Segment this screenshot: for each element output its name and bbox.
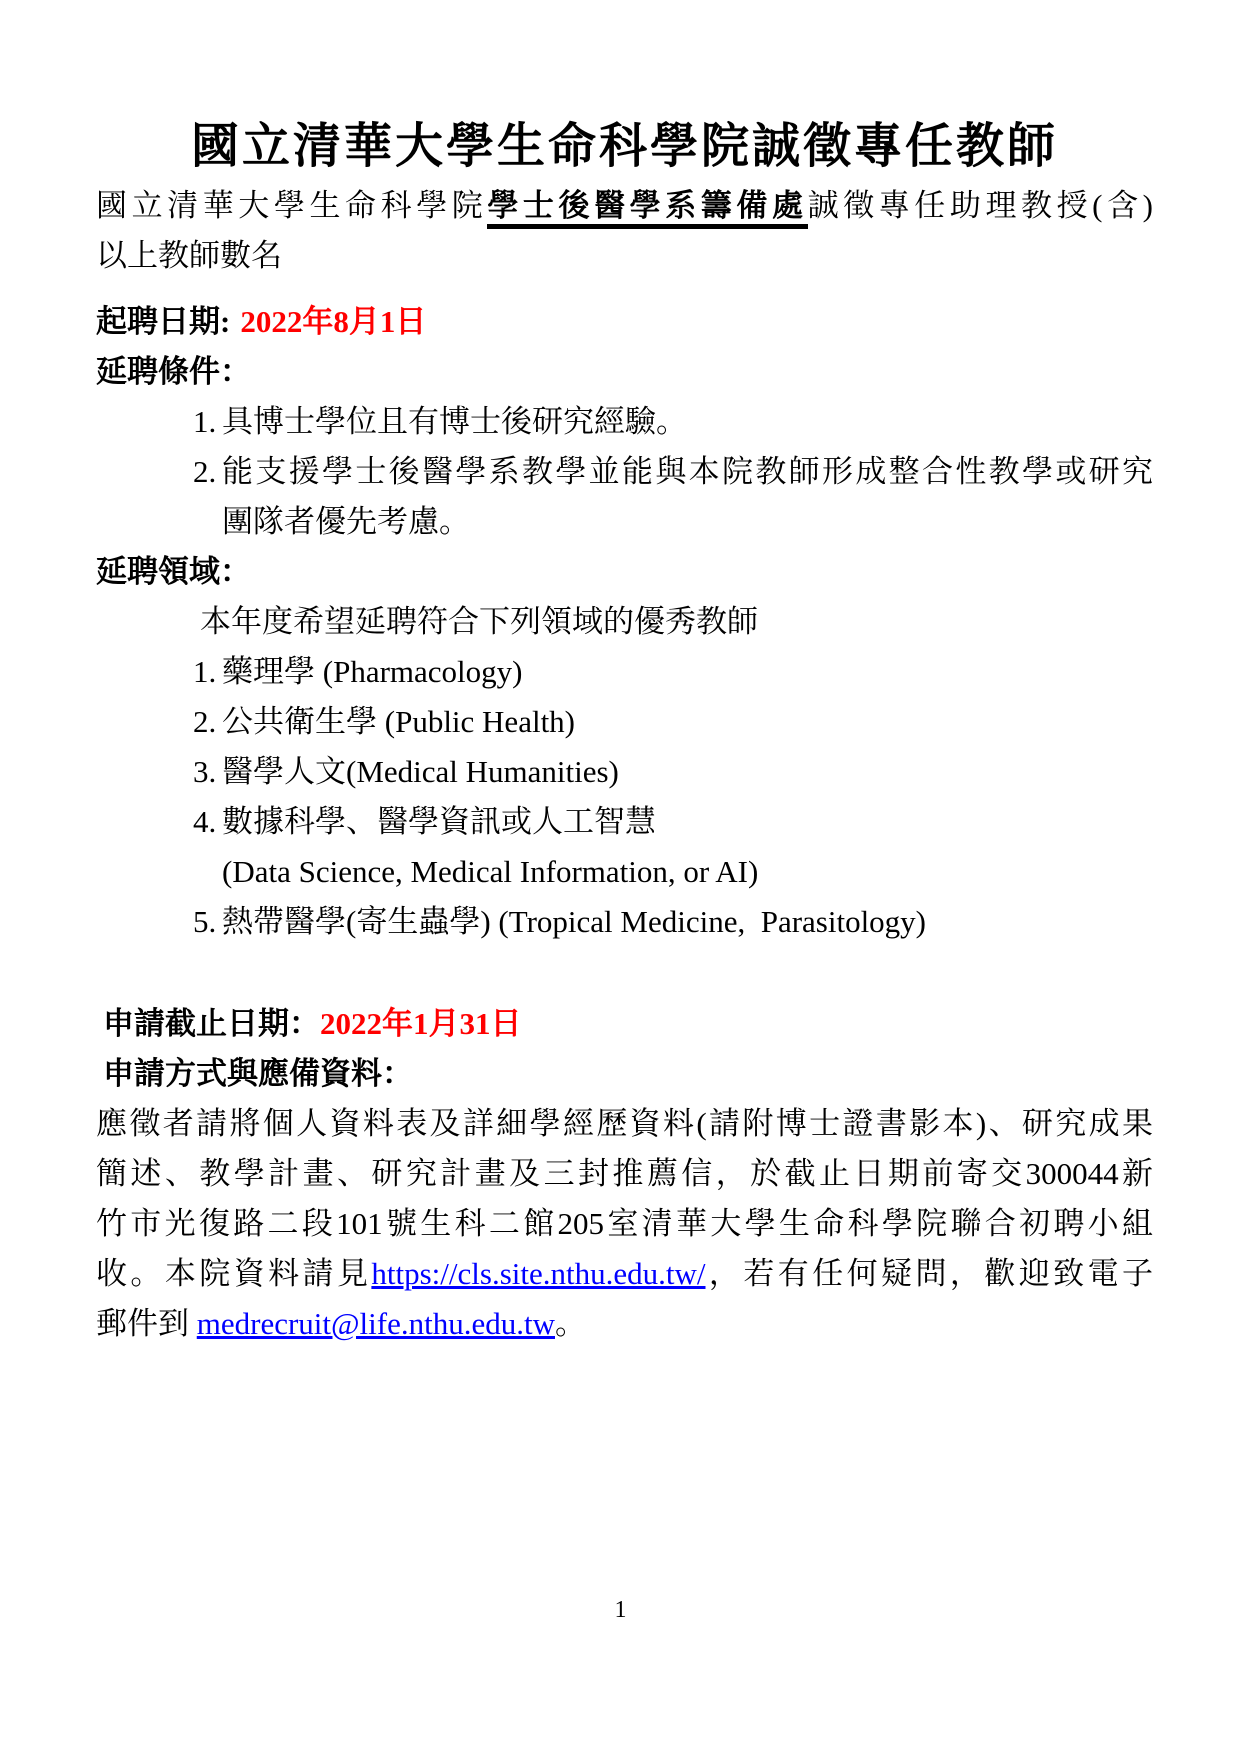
page-title: 國立清華大學生命科學院誠徵專任教師 <box>190 120 1058 173</box>
intro-line-1-pre: 國立清華大學生命科學院 <box>96 188 488 223</box>
condition-1-text: 具博士學位且有博士後研究經驗。 <box>222 404 687 439</box>
field-1-text: 藥理學 (Pharmacology) <box>222 654 523 689</box>
start-date-label: 起聘日期: <box>96 304 231 339</box>
intro-line-1-post: 誠徵專任助理教授(含) <box>807 188 1153 223</box>
recruit-email-link[interactable]: medrecruit@life.nthu.edu.tw <box>196 1306 555 1341</box>
apply-paragraph-line-3: 竹市光復路二段101號生科二館205室清華大學生命科學院聯合初聘小組 <box>96 1206 1153 1241</box>
apply-line-4-pre: 收。本院資料請見 <box>96 1256 372 1291</box>
deadline-label: 申請截止日期： <box>103 1006 320 1041</box>
dept-name-underlined: 學士後醫學系籌備處 <box>487 188 807 229</box>
apply-paragraph-line-2: 簡述、教學計畫、研究計畫及三封推薦信，於截止日期前寄交300044新 <box>96 1156 1153 1191</box>
condition-item-2 <box>96 447 1153 547</box>
college-website-link[interactable]: https://cls.site.nthu.edu.tw/ <box>371 1256 706 1291</box>
apply-line-4-post: ，若有任何疑問，歡迎致電子 <box>705 1256 1154 1291</box>
condition-2-number: 2. <box>193 454 217 489</box>
field-4-number: 4. <box>193 804 217 839</box>
field-1-number: 1. <box>193 654 217 689</box>
fields-intro: 本年度希望延聘符合下列領域的優秀教師 <box>200 604 758 639</box>
field-4-text-line-1: 數據科學、醫學資訊或人工智慧 <box>222 804 656 839</box>
intro-line-2: 以上教師數名 <box>96 238 282 273</box>
document-content <box>96 0 1153 1349</box>
conditions-heading: 延聘條件： <box>96 354 251 389</box>
field-5-number: 5. <box>193 904 217 939</box>
field-3-text: 醫學人文(Medical Humanities) <box>222 754 619 789</box>
deadline-value: 2022年1月31日 <box>320 1006 522 1041</box>
apply-line-5-pre: 郵件到 <box>96 1306 197 1341</box>
start-date-value: 2022年8月1日 <box>240 304 427 339</box>
field-2-number: 2. <box>193 704 217 739</box>
start-date-line <box>96 297 1153 347</box>
apply-paragraph-line-5 <box>96 1299 1153 1349</box>
condition-1-number: 1. <box>193 404 217 439</box>
condition-2-text-line-1: 能支援學士後醫學系教學並能與本院教師形成整合性教學或研究 <box>222 454 1153 489</box>
field-item-3 <box>96 747 1153 797</box>
field-3-number: 3. <box>193 754 217 789</box>
deadline-line <box>103 999 1153 1049</box>
field-item-2 <box>96 697 1153 747</box>
field-2-text: 公共衛生學 (Public Health) <box>222 704 576 739</box>
field-4-text-line-2: (Data Science, Medical Information, or AI) <box>222 854 759 889</box>
field-item-5 <box>96 897 1153 947</box>
field-item-1 <box>96 647 1153 697</box>
apply-paragraph-line-4 <box>96 1249 1153 1299</box>
condition-2-text-line-2: 團隊者優先考慮。 <box>222 504 470 539</box>
condition-item-1 <box>96 397 1153 447</box>
page-number: 1 <box>614 1597 627 1623</box>
fields-heading: 延聘領域： <box>96 554 251 589</box>
apply-line-5-post: 。 <box>555 1306 586 1341</box>
field-5-text: 熱帶醫學(寄生蟲學) (Tropical Medicine, Parasitology) <box>222 904 927 939</box>
field-item-4 <box>96 797 1153 897</box>
intro-line-1 <box>96 181 1153 231</box>
apply-heading: 申請方式與應備資料： <box>103 1056 413 1091</box>
apply-paragraph-line-1: 應徵者請將個人資料表及詳細學經歷資料(請附博士證書影本)、研究成果 <box>96 1106 1153 1141</box>
